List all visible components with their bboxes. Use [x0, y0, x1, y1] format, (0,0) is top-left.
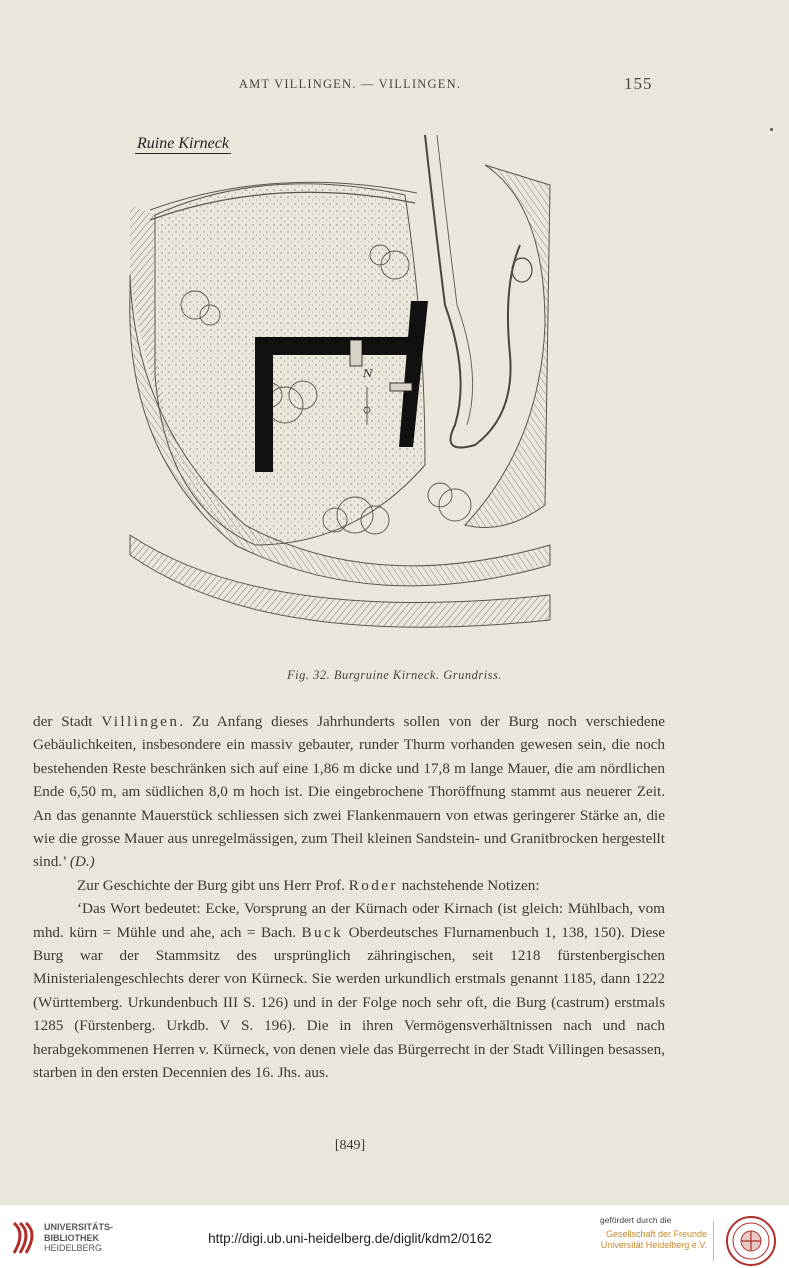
p1-segment: (D.)	[69, 853, 95, 871]
ground-plan-figure	[125, 125, 555, 650]
right-slope	[465, 165, 550, 528]
body-text	[33, 710, 665, 1085]
p2-segment: Zur Geschichte der Burg gibt uns Herr Prof.	[77, 876, 349, 894]
viewer-footer	[0, 1205, 789, 1268]
running-title: AMT VILLINGEN. — VILLINGEN.	[238, 77, 462, 91]
permalink-url[interactable]: http://digi.ub.uni-heidelberg.de/diglit/kdm2/0162	[208, 1231, 492, 1246]
p2-segment: Roder	[348, 876, 398, 894]
ruin-plan-drawing	[125, 125, 555, 650]
library-name: UNIVERSITÄTS- BIBLIOTHEK HEIDELBERG	[44, 1222, 114, 1253]
paragraph-2	[33, 874, 665, 897]
folio-number: [849]	[334, 1138, 366, 1153]
society-name: Gesellschaft der Freunde Universität Heidelberg e.V.	[600, 1229, 707, 1250]
castle-plateau	[155, 184, 425, 545]
p1-segment: der Stadt	[33, 713, 102, 730]
gate-opening	[350, 340, 362, 366]
compass-n: N	[363, 367, 373, 380]
side-gate	[390, 383, 412, 391]
page-number: 155	[624, 74, 653, 93]
west-flank-wall	[255, 337, 273, 472]
figure-caption: Fig. 32. Burgruine Kirneck. Grundriss.	[286, 668, 503, 682]
paragraph-1	[33, 710, 665, 874]
running-header	[0, 74, 789, 94]
p3-segment: Buck	[301, 923, 344, 941]
p3-segment: ‘Das Wort bedeutet: Ecke, Vorsprung an der Kürnach oder Kirnach (ist gleich: Mühlbach, vom mhd. kürn = Mühle und ahe, ach = Bach.	[33, 900, 665, 941]
specks	[770, 128, 773, 131]
university-seal-icon	[725, 1215, 777, 1267]
north-wall	[255, 337, 415, 355]
map-label: Ruine Kirneck	[137, 135, 229, 152]
p1-segment: Villingen	[101, 713, 180, 730]
funded-by-label: gefördert durch die	[600, 1215, 672, 1225]
divider	[713, 1221, 714, 1261]
pond	[512, 258, 532, 282]
lower-road-band	[130, 535, 550, 627]
p1-segment: . Zu Anfang dieses Jahrhunderts sollen von der Burg noch verschiedene Gebäulichkeiten, insbesondere ein massiv gebauter, runder Thurm vorhanden gewesen sein, die noch bestehenden Reste beschränken sich auf eine 1,86 m dicke und 17,8 m lange Mauer, die am nördlichen Ende 6,50 m, am südlichen 8,0 m hoch ist. Die eingebrochene Thoröffnung stammt aus neuerer Zeit. An das genannte Mauerstück schliessen sich zwei Flankenmauern von etwas geringerer Stärke an, die wie die grosse Mauer aus unregelmässigen, zum Theil kleinen Sandstein- und Granitbrocken hergestellt sind.’	[33, 713, 665, 871]
p3-segment: Oberdeutsches Flurnamenbuch 1, 138, 150). Diese Burg war der Stammsitz des ursprünglich zähringischen, seit 1218 fürstenbergischen Ministerialengeschlechts derer von Kürneck. Sie werden urkundlich erstmals genannt 1185, dann 1222 (Württemberg. Urkundenbuch III S. 126) und in der Folge noch sehr oft, die Burg (castrum) erstmals 1285 (Fürstenberg. Urkdb. V S. 196). Die in ihren Vermögensverhältnissen nach und nach herabgekommenen Herren v. Kürneck, von denen viele das Bürgerrecht in der Stadt Villingen besassen, starben in den ersten Decennien des 16. Jhs. aus.	[33, 923, 665, 1082]
p2-segment: nachstehende Notizen:	[397, 876, 540, 894]
paragraph-3	[33, 897, 665, 1084]
